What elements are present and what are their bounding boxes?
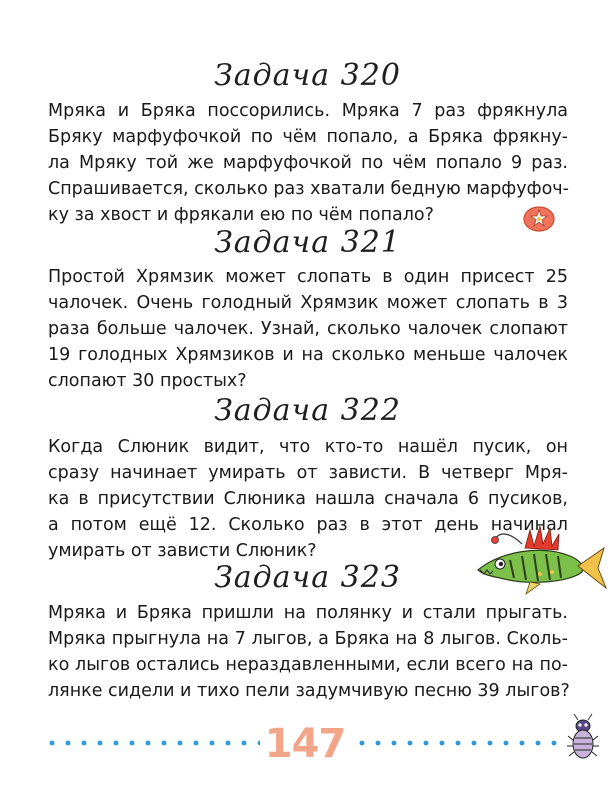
task-323-title: Задача 323 [214,560,401,595]
bug-illustration [566,714,600,764]
task-320-line: Спрашивается, сколько раз хватали бедную марфуфоч- [48,179,569,199]
task-322-line: сразу начинает умирать от зависти. В четверг Мря- [48,463,568,483]
task-321-line: слопают 30 простых? [48,371,247,391]
task-323-line: ко лыгов остались нераздавленными, если всего на по- [48,655,568,675]
task-320-line: Мряка и Бряка поссорились. Мряка 7 раз фрякнула [48,101,568,121]
footer-dots-left [44,740,260,746]
task-320-line: ку за хвост и фрякали ею по чём попало? [48,205,434,225]
task-321-line: 19 голодных Хрямзиков и на сколько меньше чалочек [48,345,568,365]
task-322-line: а потом ещё 12. Сколько раз в этот день начинал [48,515,568,535]
task-322-line: умирать от зависти Слюник? [48,541,317,561]
task-322-title: Задача 322 [214,393,401,428]
task-323-line: Мряка прыгнула на 7 лыгов, а Бряка на 8 лыгов. Сколь- [48,629,568,649]
task-323-line: Мряка и Бряка пришли на полянку и стали прыгать. [48,603,568,623]
task-323-line: лянке сидели и тихо пели задумчивую песню 39 лыгов? [48,681,570,701]
task-322-line: ка в присутствии Слюника нашла сначала 6 пусиков, [48,489,568,509]
footer-dots-right [354,740,566,746]
task-323-text [48,600,568,704]
task-321-line: чалочек. Очень голодный Хрямзик может слопать в 3 [48,293,568,313]
task-320-line: Бряку марфуфочкой по чём попало, а Бряка фрякну- [48,127,568,147]
task-321-line: Простой Хрямзик может слопать в один присест 25 [48,267,568,287]
task-320-text [48,98,568,228]
task-322-line: Когда Слюник видит, что кто-то нашёл пусик, он [48,437,568,457]
task-321-text [48,264,568,394]
task-321-line: раза больше чалочек. Узнай, сколько чалочек слопают [48,319,568,339]
task-320-line: ла Мряку той же марфуфочкой по чём попало 9 раз. [48,153,568,173]
task-320-title: Задача 320 [214,58,401,93]
page-number: 147 [264,721,346,767]
task-321-title: Задача 321 [214,225,401,260]
